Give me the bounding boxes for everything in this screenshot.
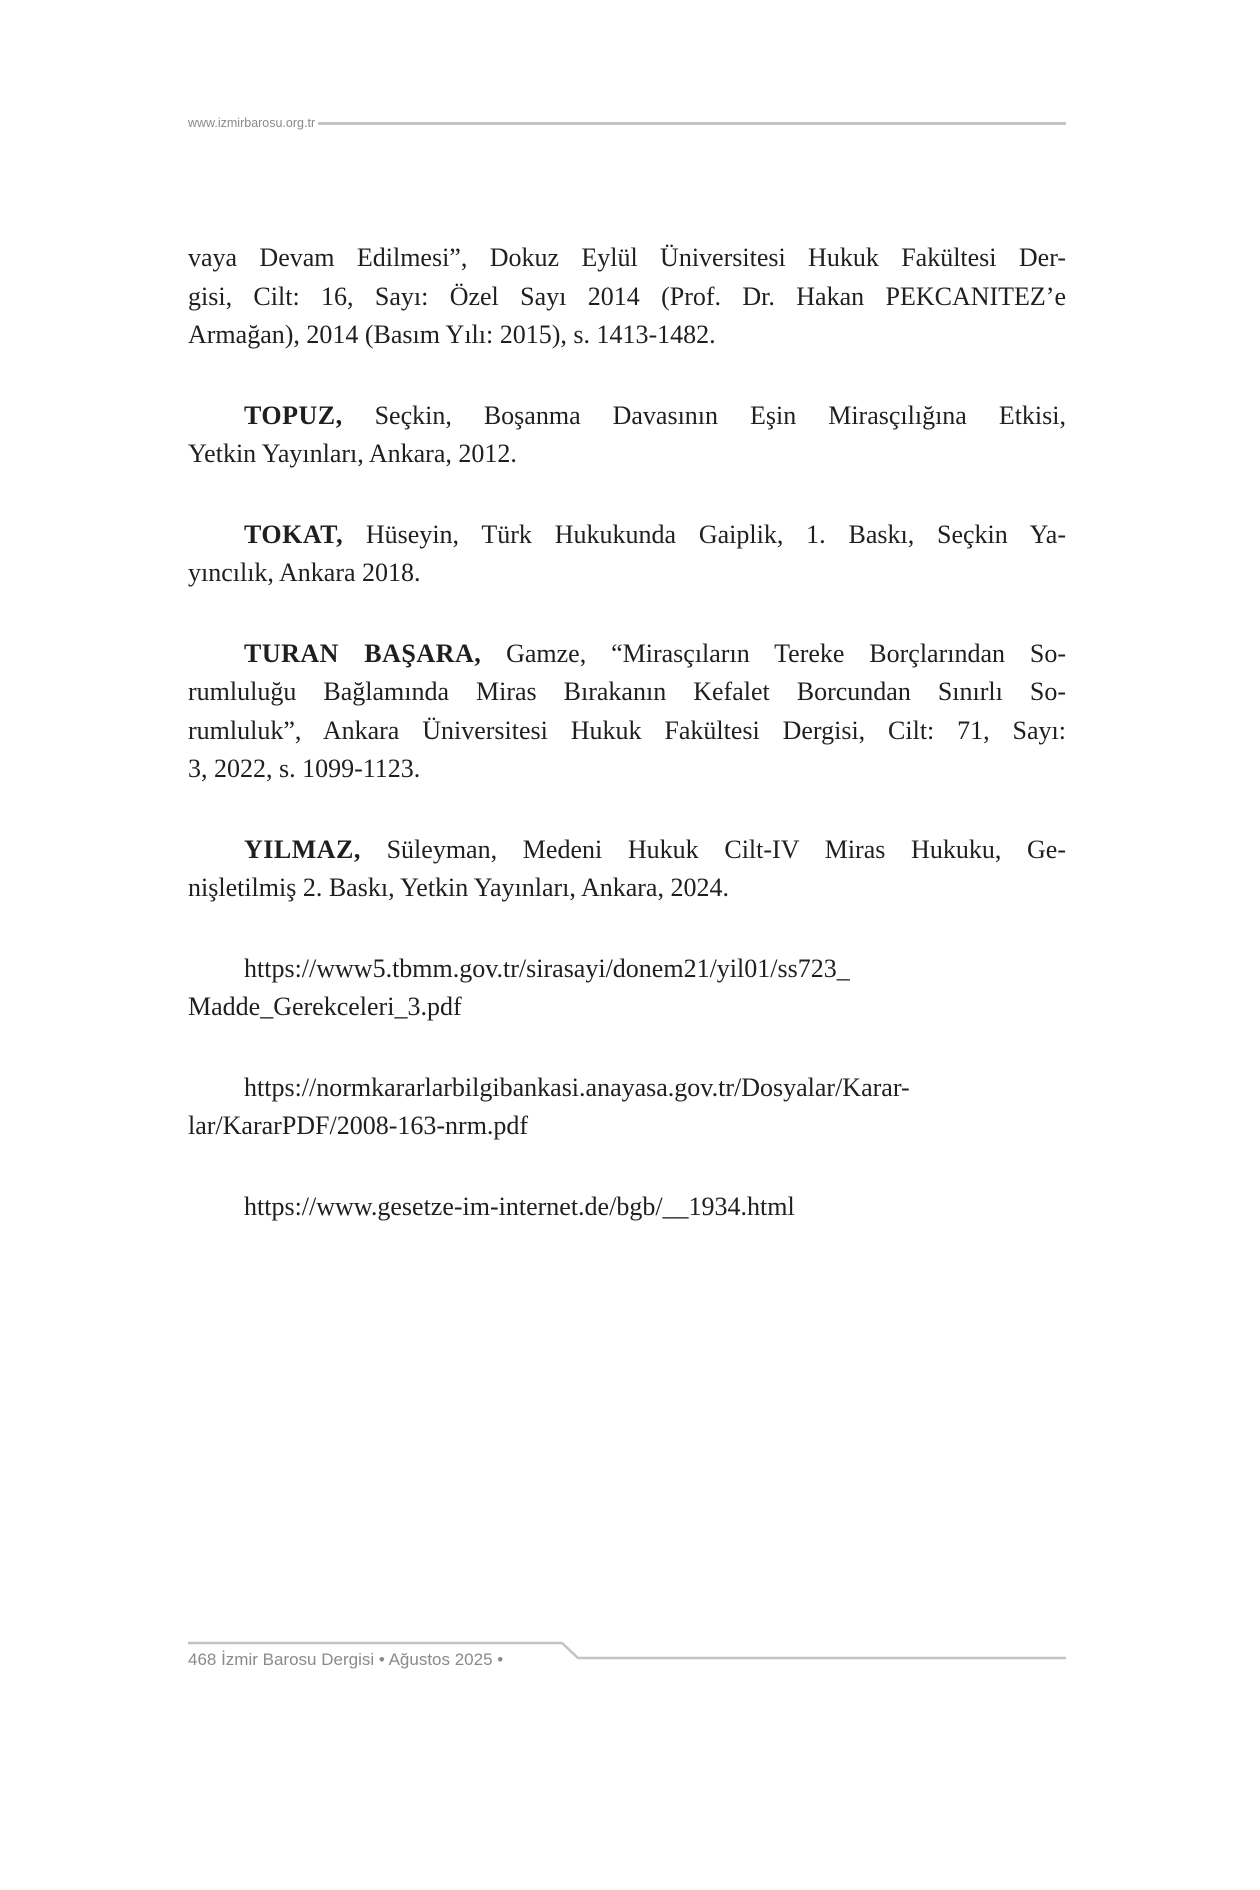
entry-text: Gamze, “Mirasçıların Tereke Borçlarından So-: [481, 638, 1067, 668]
author-name: YILMAZ,: [244, 834, 361, 864]
page-footer: 468 İzmir Barosu Dergisi • Ağustos 2025 •: [188, 1650, 504, 1669]
website-url: www.izmirbarosu.org.tr: [188, 116, 316, 130]
entry-text: rumluluğu Bağlamında Miras Bırakanın Kefalet Borcundan Sınırlı So-: [188, 677, 1066, 706]
entry-text: Armağan), 2014 (Basım Yılı: 2015), s. 1413-1482.: [188, 320, 716, 349]
entry-text: https://normkararlarbilgibankasi.anayasa.gov.tr/Dosyalar/Karar-: [244, 1072, 910, 1102]
entry-text: Hüseyin, Türk Hukukunda Gaiplik, 1. Baskı, Seçkin Ya-: [343, 519, 1066, 549]
author-name: TOPUZ,: [244, 400, 343, 430]
entry-text: Süleyman, Medeni Hukuk Cilt-IV Miras Hukuku, Ge-: [360, 834, 1066, 864]
entry-text: vaya Devam Edilmesi”, Dokuz Eylül Üniversitesi Hukuk Fakültesi Der-: [188, 243, 1066, 272]
entry-text: gisi, Cilt: 16, Sayı: Özel Sayı 2014 (Prof. Dr. Hakan PEKCANITEZ’e: [188, 281, 1066, 311]
author-name: TOKAT,: [244, 519, 344, 549]
author-name: TURAN BAŞARA,: [244, 638, 482, 668]
entry-text: Madde_Gerekceleri_3.pdf: [188, 992, 462, 1021]
entry-text: https://www5.tbmm.gov.tr/sirasayi/donem21/yil01/ss723_: [244, 953, 850, 983]
entry-text: Seçkin, Boşanma Davasının Eşin Mirasçılığına Etkisi,: [342, 400, 1066, 430]
entry-text: 3, 2022, s. 1099-1123.: [188, 754, 421, 783]
entry-text: https://www.gesetze-im-internet.de/bgb/__1934.html: [244, 1191, 795, 1221]
entry-text: rumluluk”, Ankara Üniversitesi Hukuk Fakültesi Dergisi, Cilt: 71, Sayı:: [188, 715, 1066, 745]
entry-text: yıncılık, Ankara 2018.: [188, 558, 421, 587]
entry-text: Yetkin Yayınları, Ankara, 2012.: [188, 439, 517, 468]
entry-text: lar/KararPDF/2008-163-nrm.pdf: [188, 1111, 529, 1140]
entry-text: nişletilmiş 2. Baskı, Yetkin Yayınları, Ankara, 2024.: [188, 873, 729, 902]
